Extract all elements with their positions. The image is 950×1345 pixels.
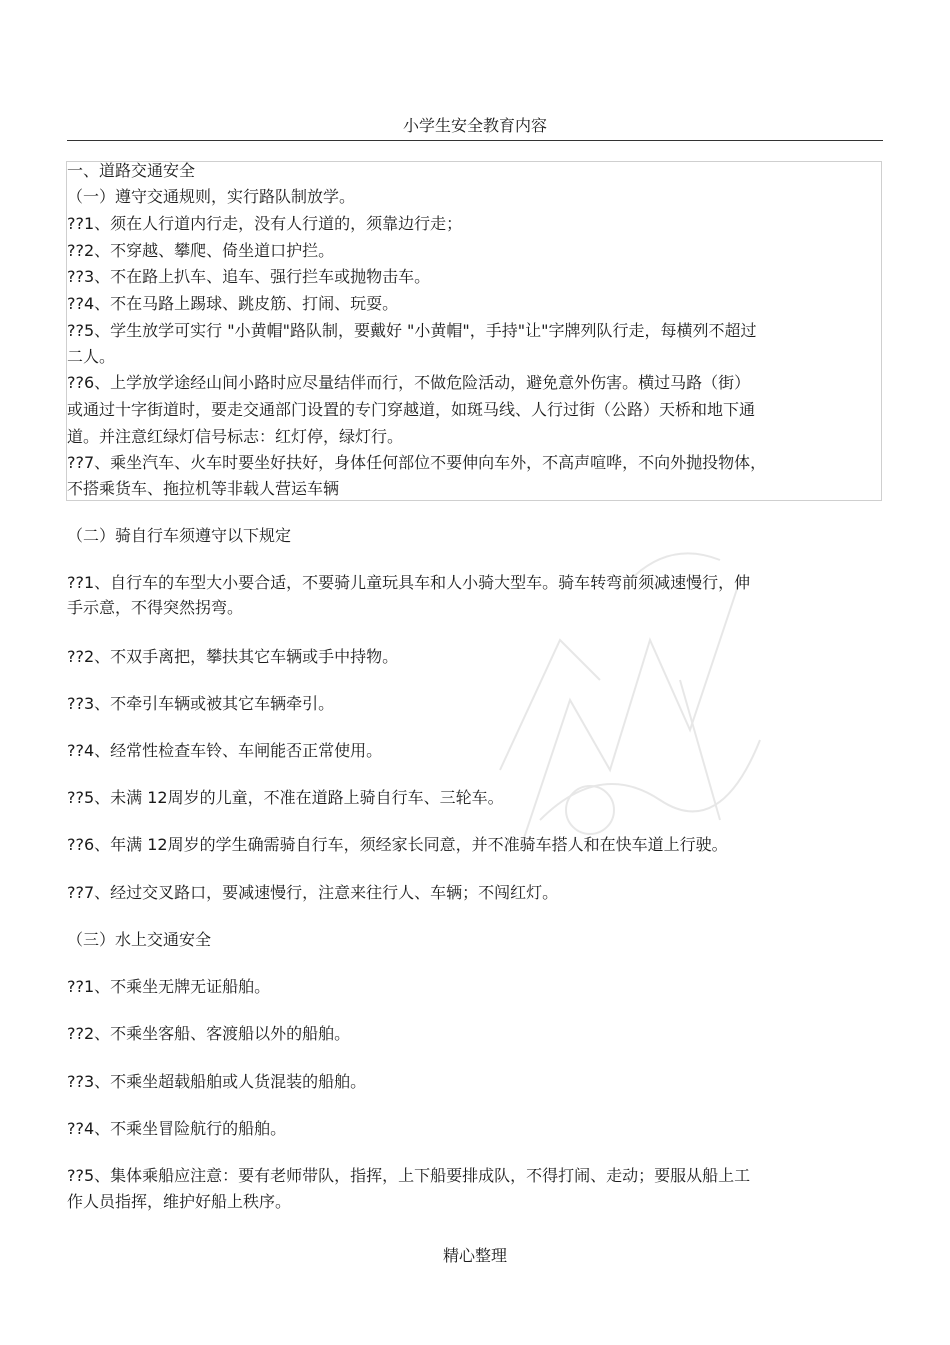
text-line: 二人。: [67, 347, 116, 366]
text-line: ??5、未满 12周岁的儿童，不准在道路上骑自行车、三轮车。: [67, 788, 504, 807]
text-line: ??3、不牵引车辆或被其它车辆牵引。: [67, 694, 335, 713]
text-line: ??7、经过交叉路口，要减速慢行，注意来往行人、车辆；不闯红灯。: [67, 883, 559, 902]
section-heading: （三）水上交通安全: [67, 930, 212, 949]
text-line: ??2、不穿越、攀爬、倚坐道口护拦。: [67, 241, 335, 260]
text-line: （一）遵守交通规则，实行路队制放学。: [67, 187, 356, 206]
text-line: 作人员指挥，维护好船上秩序。: [67, 1192, 292, 1211]
text-line: ??6、上学放学途经山间小路时应尽量结伴而行，不做危险活动，避免意外伤害。横过马路（街）: [67, 373, 751, 392]
text-line: ??6、年满 12周岁的学生确需骑自行车，须经家长同意，并不准骑车搭人和在快车道上行驶。: [67, 835, 728, 854]
text-line: 道。并注意红绿灯信号标志：红灯停，绿灯行。: [67, 427, 404, 446]
text-line: ??5、学生放学可实行 "小黄帽"路队制，要戴好 "小黄帽"，手持"让"字牌列队行走，每横列不超过: [67, 321, 757, 340]
text-line: ??4、不在马路上踢球、跳皮筋、打闹、玩耍。: [67, 294, 399, 313]
text-line: 手示意，不得突然拐弯。: [67, 598, 244, 617]
text-line: ??2、不乘坐客船、客渡船以外的船舶。: [67, 1024, 351, 1043]
text-line: ??5、集体乘船应注意：要有老师带队，指挥，上下船要排成队，不得打闹、走动；要服从船上工: [67, 1166, 751, 1185]
text-line: 或通过十字街道时，要走交通部门设置的专门穿越道，如斑马线、人行过街（公路）天桥和地下通: [67, 400, 756, 419]
page-footer: 精心整理: [442, 1246, 507, 1265]
text-line: ??3、不在路上扒车、追车、强行拦车或抛物击车。: [67, 267, 431, 286]
text-line: ??1、须在人行道内行走，没有人行道的，须靠边行走；: [67, 214, 463, 233]
section-heading: （二）骑自行车须遵守以下规定: [67, 526, 292, 545]
text-line: 不搭乘货车、拖拉机等非载人营运车辆: [67, 479, 340, 498]
text-line: ??3、不乘坐超载船舶或人货混装的船舶。: [67, 1072, 367, 1091]
text-line: ??2、不双手离把，攀扶其它车辆或手中持物。: [67, 647, 399, 666]
text-line: 一、道路交通安全: [67, 161, 196, 180]
title-divider: [67, 140, 883, 141]
page-title: 小学生安全教育内容: [402, 116, 547, 135]
text-line: ??1、不乘坐无牌无证船舶。: [67, 977, 271, 996]
text-line: ??7、乘坐汽车、火车时要坐好扶好，身体任何部位不要伸向车外，不高声喧哗，不向外抛投物体，: [67, 453, 767, 472]
text-line: ??4、经常性检查车铃、车闸能否正常使用。: [67, 741, 383, 760]
text-line: ??4、不乘坐冒险航行的船舶。: [67, 1119, 287, 1138]
text-line: ??1、自行车的车型大小要合适，不要骑儿童玩具车和人小骑大型车。骑车转弯前须减速慢行，伸: [67, 573, 751, 592]
